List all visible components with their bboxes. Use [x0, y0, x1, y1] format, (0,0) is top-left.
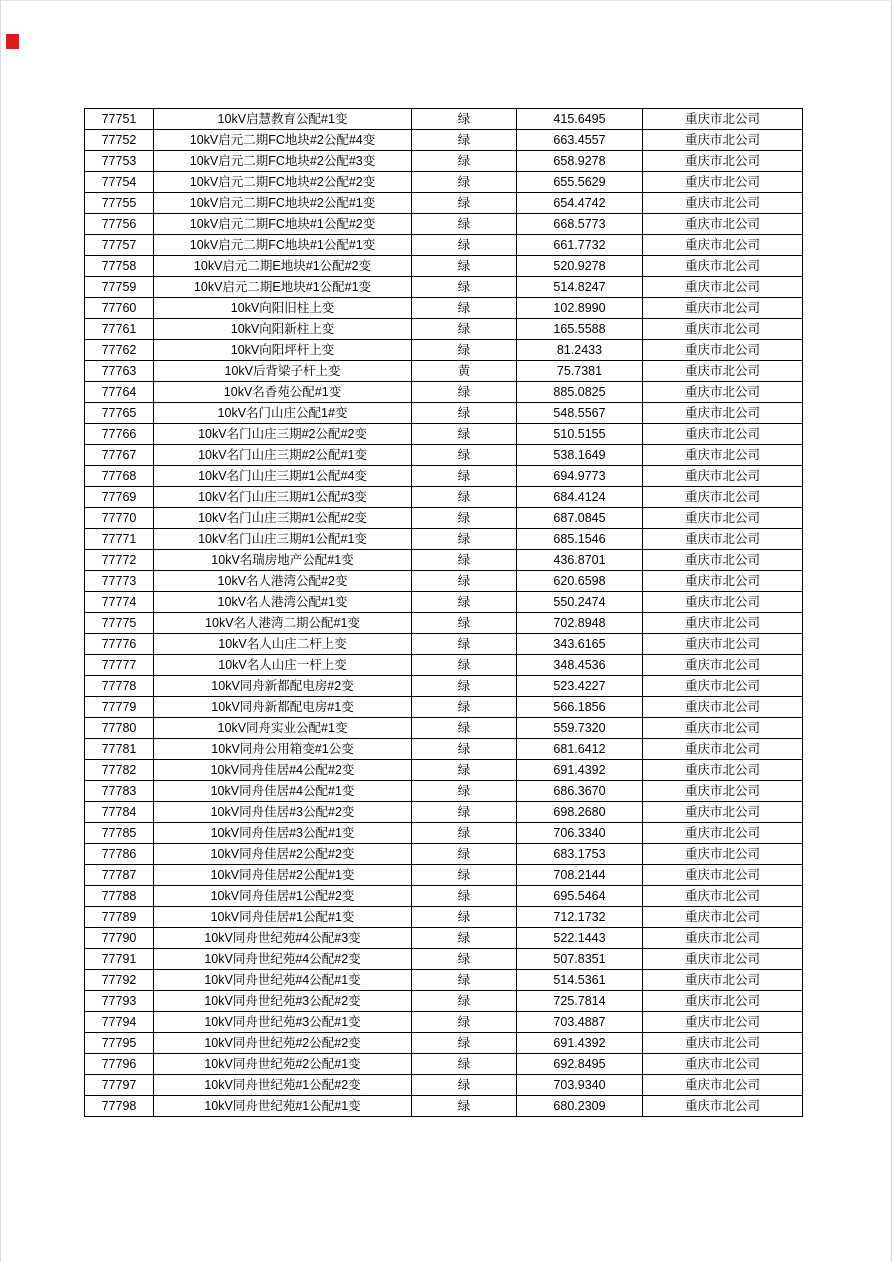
table-row — [85, 760, 803, 781]
cell-company: 重庆市北公司 — [643, 760, 803, 781]
cell-company: 重庆市北公司 — [643, 718, 803, 739]
cell-status: 绿 — [412, 130, 517, 151]
cell-status: 绿 — [412, 634, 517, 655]
cell-company: 重庆市北公司 — [643, 508, 803, 529]
cell-company: 重庆市北公司 — [643, 151, 803, 172]
cell-value: 520.9278 — [517, 256, 643, 277]
cell-status: 绿 — [412, 907, 517, 928]
table-body — [85, 109, 803, 1117]
cell-value: 706.3340 — [517, 823, 643, 844]
cell-name: 10kV启元二期FC地块#2公配#2变 — [154, 172, 412, 193]
cell-value: 694.9773 — [517, 466, 643, 487]
cell-name: 10kV名门山庄三期#1公配#2变 — [154, 508, 412, 529]
cell-status: 绿 — [412, 655, 517, 676]
cell-name: 10kV同舟佳居#4公配#1变 — [154, 781, 412, 802]
cell-value: 507.8351 — [517, 949, 643, 970]
cell-status: 绿 — [412, 508, 517, 529]
cell-id: 77778 — [85, 676, 154, 697]
cell-name: 10kV同舟佳居#2公配#1变 — [154, 865, 412, 886]
cell-company: 重庆市北公司 — [643, 844, 803, 865]
cell-value: 550.2474 — [517, 592, 643, 613]
cell-id: 77795 — [85, 1033, 154, 1054]
cell-name: 10kV后背梁子杆上变 — [154, 361, 412, 382]
cell-value: 692.8495 — [517, 1054, 643, 1075]
cell-id: 77794 — [85, 1012, 154, 1033]
cell-status: 绿 — [412, 592, 517, 613]
cell-name: 10kV名门山庄三期#2公配#2变 — [154, 424, 412, 445]
cell-status: 绿 — [412, 970, 517, 991]
cell-status: 绿 — [412, 403, 517, 424]
cell-company: 重庆市北公司 — [643, 949, 803, 970]
cell-value: 681.6412 — [517, 739, 643, 760]
cell-company: 重庆市北公司 — [643, 655, 803, 676]
cell-id: 77752 — [85, 130, 154, 151]
table-row — [85, 1096, 803, 1117]
cell-id: 77792 — [85, 970, 154, 991]
cell-status: 绿 — [412, 277, 517, 298]
cell-name: 10kV名门山庄三期#1公配#4变 — [154, 466, 412, 487]
table-row — [85, 865, 803, 886]
table-row — [85, 1075, 803, 1096]
cell-status: 绿 — [412, 1075, 517, 1096]
cell-name: 10kV同舟世纪苑#3公配#1变 — [154, 1012, 412, 1033]
cell-id: 77788 — [85, 886, 154, 907]
cell-id: 77786 — [85, 844, 154, 865]
cell-id: 77790 — [85, 928, 154, 949]
table-row — [85, 256, 803, 277]
table-row — [85, 277, 803, 298]
cell-id: 77784 — [85, 802, 154, 823]
cell-id: 77796 — [85, 1054, 154, 1075]
cell-name: 10kV启元二期FC地块#2公配#3变 — [154, 151, 412, 172]
cell-company: 重庆市北公司 — [643, 1096, 803, 1117]
cell-name: 10kV启元二期E地块#1公配#1变 — [154, 277, 412, 298]
cell-id: 77757 — [85, 235, 154, 256]
cell-status: 绿 — [412, 445, 517, 466]
cell-value: 708.2144 — [517, 865, 643, 886]
cell-value: 683.1753 — [517, 844, 643, 865]
cell-value: 523.4227 — [517, 676, 643, 697]
cell-value: 691.4392 — [517, 760, 643, 781]
cell-company: 重庆市北公司 — [643, 277, 803, 298]
cell-status: 绿 — [412, 109, 517, 130]
cell-id: 77759 — [85, 277, 154, 298]
cell-id: 77798 — [85, 1096, 154, 1117]
cell-id: 77777 — [85, 655, 154, 676]
cell-status: 绿 — [412, 487, 517, 508]
table-row — [85, 1054, 803, 1075]
cell-id: 77753 — [85, 151, 154, 172]
cell-name: 10kV启元二期FC地块#1公配#2变 — [154, 214, 412, 235]
cell-name: 10kV同舟佳居#1公配#2变 — [154, 886, 412, 907]
cell-status: 绿 — [412, 823, 517, 844]
cell-status: 绿 — [412, 571, 517, 592]
cell-value: 559.7320 — [517, 718, 643, 739]
cell-id: 77761 — [85, 319, 154, 340]
cell-status: 绿 — [412, 1033, 517, 1054]
cell-id: 77789 — [85, 907, 154, 928]
cell-name: 10kV名瑞房地产公配#1变 — [154, 550, 412, 571]
cell-value: 885.0825 — [517, 382, 643, 403]
cell-value: 712.1732 — [517, 907, 643, 928]
table-row — [85, 718, 803, 739]
cell-company: 重庆市北公司 — [643, 319, 803, 340]
table-row — [85, 739, 803, 760]
cell-value: 654.4742 — [517, 193, 643, 214]
cell-id: 77755 — [85, 193, 154, 214]
cell-name: 10kV启元二期FC地块#1公配#1变 — [154, 235, 412, 256]
table-row — [85, 382, 803, 403]
cell-id: 77763 — [85, 361, 154, 382]
table-row — [85, 508, 803, 529]
cell-status: 绿 — [412, 739, 517, 760]
cell-company: 重庆市北公司 — [643, 802, 803, 823]
cell-id: 77766 — [85, 424, 154, 445]
cell-company: 重庆市北公司 — [643, 109, 803, 130]
cell-status: 绿 — [412, 844, 517, 865]
cell-name: 10kV名香苑公配#1变 — [154, 382, 412, 403]
cell-value: 522.1443 — [517, 928, 643, 949]
cell-status: 绿 — [412, 529, 517, 550]
cell-status: 绿 — [412, 424, 517, 445]
cell-name: 10kV名人山庄一杆上变 — [154, 655, 412, 676]
cell-value: 687.0845 — [517, 508, 643, 529]
cell-company: 重庆市北公司 — [643, 991, 803, 1012]
table-row — [85, 466, 803, 487]
cell-value: 348.4536 — [517, 655, 643, 676]
table-row — [85, 487, 803, 508]
cell-id: 77774 — [85, 592, 154, 613]
cell-name: 10kV同舟世纪苑#3公配#2变 — [154, 991, 412, 1012]
cell-company: 重庆市北公司 — [643, 361, 803, 382]
cell-value: 703.9340 — [517, 1075, 643, 1096]
cell-name: 10kV启元二期E地块#1公配#2变 — [154, 256, 412, 277]
table-row — [85, 655, 803, 676]
cell-name: 10kV启元二期FC地块#2公配#1变 — [154, 193, 412, 214]
cell-company: 重庆市北公司 — [643, 193, 803, 214]
table-row — [85, 571, 803, 592]
cell-status: 绿 — [412, 991, 517, 1012]
cell-value: 725.7814 — [517, 991, 643, 1012]
cell-name: 10kV名门山庄三期#2公配#1变 — [154, 445, 412, 466]
cell-status: 绿 — [412, 949, 517, 970]
cell-status: 绿 — [412, 613, 517, 634]
cell-id: 77770 — [85, 508, 154, 529]
cell-status: 绿 — [412, 193, 517, 214]
cell-company: 重庆市北公司 — [643, 403, 803, 424]
table-row — [85, 298, 803, 319]
cell-id: 77751 — [85, 109, 154, 130]
cell-company: 重庆市北公司 — [643, 298, 803, 319]
cell-id: 77785 — [85, 823, 154, 844]
cell-company: 重庆市北公司 — [643, 676, 803, 697]
table-row — [85, 928, 803, 949]
cell-value: 514.5361 — [517, 970, 643, 991]
cell-name: 10kV向阳旧柱上变 — [154, 298, 412, 319]
cell-status: 绿 — [412, 214, 517, 235]
cell-id: 77775 — [85, 613, 154, 634]
cell-name: 10kV名人港湾公配#1变 — [154, 592, 412, 613]
cell-value: 548.5567 — [517, 403, 643, 424]
cell-value: 102.8990 — [517, 298, 643, 319]
table-row — [85, 781, 803, 802]
cell-status: 绿 — [412, 865, 517, 886]
cell-company: 重庆市北公司 — [643, 424, 803, 445]
cell-value: 658.9278 — [517, 151, 643, 172]
table-row — [85, 235, 803, 256]
cell-company: 重庆市北公司 — [643, 634, 803, 655]
cell-id: 77776 — [85, 634, 154, 655]
cell-name: 10kV同舟世纪苑#4公配#3变 — [154, 928, 412, 949]
cell-id: 77797 — [85, 1075, 154, 1096]
cell-value: 686.3670 — [517, 781, 643, 802]
table-row — [85, 424, 803, 445]
table-row — [85, 361, 803, 382]
cell-company: 重庆市北公司 — [643, 172, 803, 193]
cell-value: 661.7732 — [517, 235, 643, 256]
table-row — [85, 403, 803, 424]
cell-company: 重庆市北公司 — [643, 928, 803, 949]
cell-name: 10kV向阳坪杆上变 — [154, 340, 412, 361]
cell-id: 77780 — [85, 718, 154, 739]
cell-value: 691.4392 — [517, 1033, 643, 1054]
cell-status: 绿 — [412, 298, 517, 319]
cell-value: 343.6165 — [517, 634, 643, 655]
cell-id: 77756 — [85, 214, 154, 235]
table-row — [85, 529, 803, 550]
cell-id: 77762 — [85, 340, 154, 361]
table-row — [85, 130, 803, 151]
cell-status: 绿 — [412, 718, 517, 739]
table-row — [85, 214, 803, 235]
table-row — [85, 844, 803, 865]
cell-company: 重庆市北公司 — [643, 1033, 803, 1054]
table-row — [85, 907, 803, 928]
table-row — [85, 970, 803, 991]
cell-value: 415.6495 — [517, 109, 643, 130]
cell-value: 663.4557 — [517, 130, 643, 151]
cell-name: 10kV同舟世纪苑#2公配#1变 — [154, 1054, 412, 1075]
cell-status: 绿 — [412, 676, 517, 697]
cell-status: 绿 — [412, 760, 517, 781]
cell-value: 510.5155 — [517, 424, 643, 445]
cell-value: 684.4124 — [517, 487, 643, 508]
table-row — [85, 109, 803, 130]
table-row — [85, 445, 803, 466]
cell-value: 165.5588 — [517, 319, 643, 340]
cell-name: 10kV同舟新都配电房#1变 — [154, 697, 412, 718]
cell-value: 436.8701 — [517, 550, 643, 571]
table-row — [85, 1012, 803, 1033]
cell-status: 绿 — [412, 1054, 517, 1075]
cell-company: 重庆市北公司 — [643, 529, 803, 550]
cell-company: 重庆市北公司 — [643, 1012, 803, 1033]
cell-name: 10kV名人港湾公配#2变 — [154, 571, 412, 592]
cell-name: 10kV同舟实业公配#1变 — [154, 718, 412, 739]
cell-value: 655.5629 — [517, 172, 643, 193]
cell-name: 10kV名人山庄二杆上变 — [154, 634, 412, 655]
cell-name: 10kV名人港湾二期公配#1变 — [154, 613, 412, 634]
table-row — [85, 634, 803, 655]
cell-value: 620.6598 — [517, 571, 643, 592]
cell-id: 77758 — [85, 256, 154, 277]
cell-value: 514.8247 — [517, 277, 643, 298]
cell-company: 重庆市北公司 — [643, 781, 803, 802]
cell-name: 10kV同舟世纪苑#2公配#2变 — [154, 1033, 412, 1054]
cell-id: 77772 — [85, 550, 154, 571]
cell-id: 77793 — [85, 991, 154, 1012]
table-row — [85, 151, 803, 172]
cell-value: 680.2309 — [517, 1096, 643, 1117]
cell-id: 77791 — [85, 949, 154, 970]
cell-id: 77768 — [85, 466, 154, 487]
cell-value: 698.2680 — [517, 802, 643, 823]
cell-value: 695.5464 — [517, 886, 643, 907]
cell-company: 重庆市北公司 — [643, 340, 803, 361]
cell-status: 绿 — [412, 1012, 517, 1033]
table-row — [85, 991, 803, 1012]
cell-name: 10kV同舟佳居#3公配#1变 — [154, 823, 412, 844]
table-row — [85, 193, 803, 214]
cell-value: 75.7381 — [517, 361, 643, 382]
cell-status: 绿 — [412, 886, 517, 907]
cell-value: 538.1649 — [517, 445, 643, 466]
cell-company: 重庆市北公司 — [643, 571, 803, 592]
cell-name: 10kV同舟世纪苑#1公配#2变 — [154, 1075, 412, 1096]
cell-company: 重庆市北公司 — [643, 886, 803, 907]
cell-company: 重庆市北公司 — [643, 613, 803, 634]
table-row — [85, 823, 803, 844]
cell-status: 绿 — [412, 172, 517, 193]
cell-company: 重庆市北公司 — [643, 235, 803, 256]
cell-id: 77782 — [85, 760, 154, 781]
cell-company: 重庆市北公司 — [643, 823, 803, 844]
cell-status: 绿 — [412, 697, 517, 718]
cell-company: 重庆市北公司 — [643, 214, 803, 235]
cell-name: 10kV同舟佳居#2公配#2变 — [154, 844, 412, 865]
table-row — [85, 697, 803, 718]
cell-id: 77767 — [85, 445, 154, 466]
cell-status: 绿 — [412, 802, 517, 823]
table-row — [85, 802, 803, 823]
cell-company: 重庆市北公司 — [643, 445, 803, 466]
cell-company: 重庆市北公司 — [643, 487, 803, 508]
cell-id: 77783 — [85, 781, 154, 802]
table-row — [85, 550, 803, 571]
table-row — [85, 949, 803, 970]
cell-company: 重庆市北公司 — [643, 1054, 803, 1075]
cell-company: 重庆市北公司 — [643, 256, 803, 277]
table-row — [85, 1033, 803, 1054]
cell-company: 重庆市北公司 — [643, 865, 803, 886]
cell-id: 77779 — [85, 697, 154, 718]
cell-value: 702.8948 — [517, 613, 643, 634]
cell-name: 10kV向阳新柱上变 — [154, 319, 412, 340]
cell-name: 10kV同舟新都配电房#2变 — [154, 676, 412, 697]
cell-company: 重庆市北公司 — [643, 382, 803, 403]
cell-status: 绿 — [412, 340, 517, 361]
cell-id: 77773 — [85, 571, 154, 592]
cell-company: 重庆市北公司 — [643, 739, 803, 760]
cell-name: 10kV同舟公用箱变#1公变 — [154, 739, 412, 760]
cell-name: 10kV同舟佳居#4公配#2变 — [154, 760, 412, 781]
cell-status: 绿 — [412, 928, 517, 949]
cell-id: 77754 — [85, 172, 154, 193]
table-row — [85, 676, 803, 697]
cell-id: 77787 — [85, 865, 154, 886]
cell-id: 77764 — [85, 382, 154, 403]
cell-id: 77781 — [85, 739, 154, 760]
cell-value: 703.4887 — [517, 1012, 643, 1033]
table-row — [85, 340, 803, 361]
table-row — [85, 613, 803, 634]
cell-company: 重庆市北公司 — [643, 466, 803, 487]
cell-status: 绿 — [412, 781, 517, 802]
cell-name: 10kV同舟佳居#3公配#2变 — [154, 802, 412, 823]
cell-status: 绿 — [412, 382, 517, 403]
cell-id: 77765 — [85, 403, 154, 424]
cell-status: 绿 — [412, 466, 517, 487]
cell-value: 685.1546 — [517, 529, 643, 550]
table-row — [85, 319, 803, 340]
table-row — [85, 886, 803, 907]
cell-company: 重庆市北公司 — [643, 1075, 803, 1096]
cell-status: 绿 — [412, 319, 517, 340]
cell-name: 10kV名门山庄三期#1公配#1变 — [154, 529, 412, 550]
cell-name: 10kV名门山庄公配1#变 — [154, 403, 412, 424]
cell-status: 绿 — [412, 550, 517, 571]
cell-id: 77760 — [85, 298, 154, 319]
cell-company: 重庆市北公司 — [643, 592, 803, 613]
cell-value: 668.5773 — [517, 214, 643, 235]
cell-value: 566.1856 — [517, 697, 643, 718]
cell-name: 10kV同舟世纪苑#1公配#1变 — [154, 1096, 412, 1117]
cell-status: 绿 — [412, 256, 517, 277]
cell-id: 77771 — [85, 529, 154, 550]
cell-name: 10kV同舟佳居#1公配#1变 — [154, 907, 412, 928]
cell-company: 重庆市北公司 — [643, 970, 803, 991]
cell-company: 重庆市北公司 — [643, 550, 803, 571]
substation-table — [84, 108, 803, 1117]
cell-company: 重庆市北公司 — [643, 130, 803, 151]
cell-status: 绿 — [412, 151, 517, 172]
cell-value: 81.2433 — [517, 340, 643, 361]
cell-status: 黄 — [412, 361, 517, 382]
cell-company: 重庆市北公司 — [643, 907, 803, 928]
cell-id: 77769 — [85, 487, 154, 508]
cell-name: 10kV启慧教育公配#1变 — [154, 109, 412, 130]
cell-name: 10kV名门山庄三期#1公配#3变 — [154, 487, 412, 508]
cell-name: 10kV启元二期FC地块#2公配#4变 — [154, 130, 412, 151]
cell-name: 10kV同舟世纪苑#4公配#2变 — [154, 949, 412, 970]
table-row — [85, 592, 803, 613]
cell-name: 10kV同舟世纪苑#4公配#1变 — [154, 970, 412, 991]
cell-status: 绿 — [412, 1096, 517, 1117]
red-mark — [6, 34, 19, 49]
cell-status: 绿 — [412, 235, 517, 256]
table-row — [85, 172, 803, 193]
cell-company: 重庆市北公司 — [643, 697, 803, 718]
